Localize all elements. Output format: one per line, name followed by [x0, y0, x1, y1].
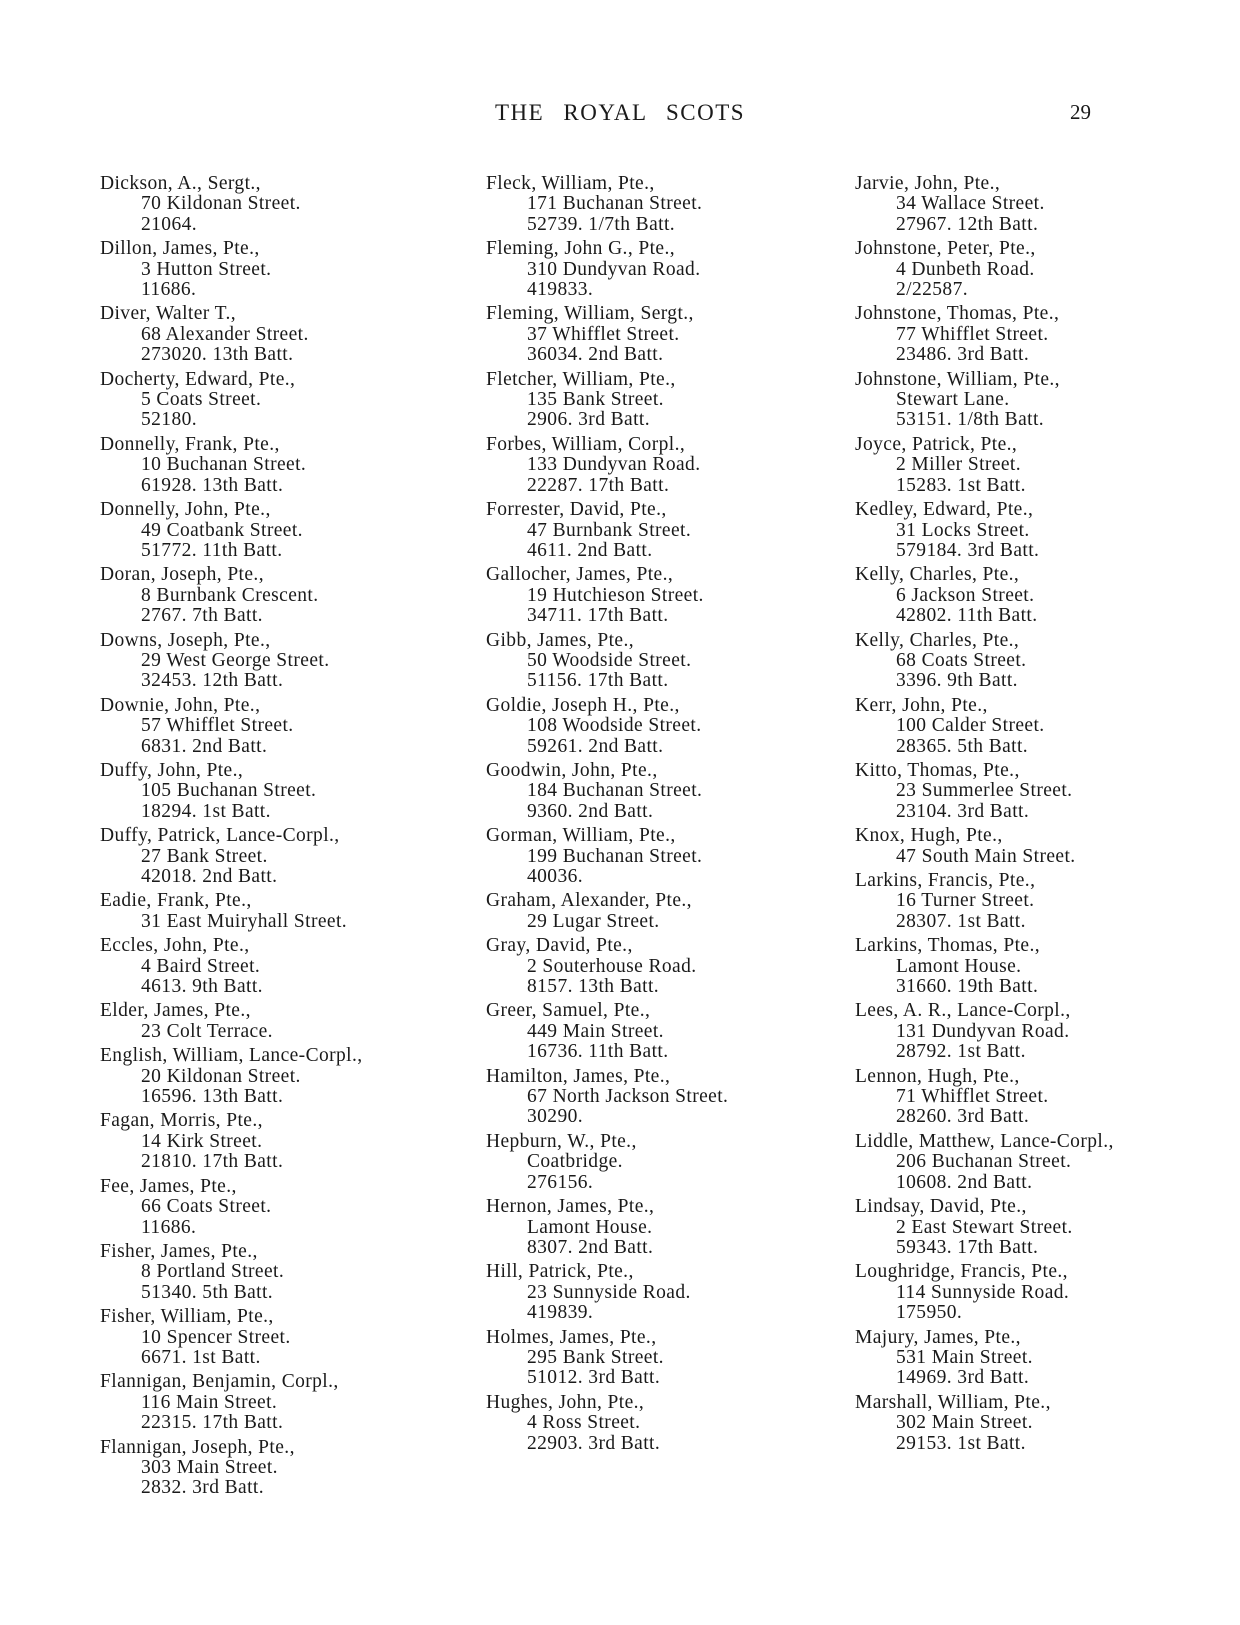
entry-address: 20 Kildonan Street.	[141, 1065, 301, 1087]
entry-detail: 31660. 19th Batt.	[896, 976, 1039, 998]
entry-address: 531 Main Street.	[896, 1346, 1033, 1368]
entry-name: Holmes, James, Pte.,	[486, 1326, 657, 1348]
entry-name: Hughes, John, Pte.,	[486, 1391, 645, 1413]
roll-entry	[486, 1001, 856, 1062]
entry-address: 29 Lugar Street.	[527, 910, 660, 932]
entry-detail: 8157. 13th Batt.	[527, 976, 660, 998]
entry-name: Kelly, Charles, Pte.,	[855, 564, 1020, 586]
entry-name: Donnelly, Frank, Pte.,	[100, 433, 280, 455]
roll-entry	[855, 871, 1225, 932]
entry-detail: 175950.	[896, 1302, 963, 1324]
entry-address: 23 Summerlee Street.	[896, 780, 1073, 802]
entry-address: 10 Spencer Street.	[141, 1326, 291, 1348]
roll-entry	[100, 761, 470, 822]
roll-entry	[486, 826, 856, 887]
entry-address: 2 East Stewart Street.	[896, 1216, 1073, 1238]
entry-detail: 419839.	[527, 1302, 594, 1324]
entry-name: Johnstone, William, Pte.,	[855, 368, 1060, 390]
roll-entry	[855, 500, 1225, 561]
entry-name: Kitto, Thomas, Pte.,	[855, 759, 1020, 781]
roll-entry	[100, 936, 470, 997]
roll-entry	[100, 1046, 470, 1107]
entry-name: Hepburn, W., Pte.,	[486, 1130, 637, 1152]
entry-address: 14 Kirk Street.	[141, 1130, 263, 1152]
entry-address: 302 Main Street.	[896, 1412, 1033, 1434]
entry-name: Eadie, Frank, Pte.,	[100, 890, 252, 912]
roll-entry	[486, 936, 856, 997]
entry-address: 100 Calder Street.	[896, 715, 1045, 737]
entry-address: 4 Dunbeth Road.	[896, 258, 1035, 280]
roll-entry	[486, 1328, 856, 1389]
entry-detail: 23486. 3rd Batt.	[896, 344, 1030, 366]
entry-detail: 30290.	[527, 1106, 584, 1128]
entry-name: Loughridge, Francis, Pte.,	[855, 1261, 1068, 1283]
entry-address: 5 Coats Street.	[141, 389, 262, 411]
entry-name: Eccles, John, Pte.,	[100, 935, 250, 957]
roll-column-3	[855, 174, 1225, 1458]
entry-detail: 6831. 2nd Batt.	[141, 735, 268, 757]
entry-detail: 16736. 11th Batt.	[527, 1041, 669, 1063]
entry-name: Fee, James, Pte.,	[100, 1175, 237, 1197]
entry-address: 310 Dundyvan Road.	[527, 258, 701, 280]
roll-entry	[100, 370, 470, 431]
entry-name: Fisher, William, Pte.,	[100, 1306, 274, 1328]
roll-entry	[855, 1001, 1225, 1062]
entry-name: Majury, James, Pte.,	[855, 1326, 1021, 1348]
roll-entry	[855, 696, 1225, 757]
entry-address: 206 Buchanan Street.	[896, 1151, 1072, 1173]
entry-address: 6 Jackson Street.	[896, 584, 1035, 606]
entry-name: Gibb, James, Pte.,	[486, 629, 635, 651]
entry-detail: 419833.	[527, 279, 594, 301]
entry-name: Jarvie, John, Pte.,	[855, 173, 1001, 194]
entry-address: 3 Hutton Street.	[141, 258, 272, 280]
entry-name: Donnelly, John, Pte.,	[100, 499, 271, 521]
roll-entry	[100, 500, 470, 561]
entry-address: 57 Whifflet Street.	[141, 715, 294, 737]
roll-entry	[100, 631, 470, 692]
entry-address: 23 Sunnyside Road.	[527, 1281, 691, 1303]
entry-name: Fletcher, William, Pte.,	[486, 368, 676, 390]
roll-column-1	[100, 174, 470, 1503]
entry-address: 114 Sunnyside Road.	[896, 1281, 1070, 1303]
entry-name: Larkins, Thomas, Pte.,	[855, 935, 1041, 957]
roll-entry	[100, 565, 470, 626]
roll-entry	[486, 631, 856, 692]
entry-address: 16 Turner Street.	[896, 890, 1035, 912]
entry-address: Stewart Lane.	[896, 389, 1010, 411]
entry-address: 184 Buchanan Street.	[527, 780, 703, 802]
entry-address: 23 Colt Terrace.	[141, 1020, 273, 1042]
roll-entry	[100, 304, 470, 365]
roll-entry	[855, 761, 1225, 822]
entry-detail: 10608. 2nd Batt.	[896, 1171, 1033, 1193]
entry-detail: 29153. 1st Batt.	[896, 1432, 1026, 1454]
entry-name: Johnstone, Thomas, Pte.,	[855, 303, 1060, 325]
entry-name: Gallocher, James, Pte.,	[486, 564, 674, 586]
roll-entry	[486, 500, 856, 561]
roll-entry	[855, 174, 1225, 235]
entry-detail: 23104. 3rd Batt.	[896, 800, 1030, 822]
entry-name: Marshall, William, Pte.,	[855, 1391, 1051, 1413]
entry-name: Doran, Joseph, Pte.,	[100, 564, 264, 586]
roll-entry	[100, 1177, 470, 1238]
entry-detail: 51156. 17th Batt.	[527, 670, 669, 692]
roll-entry	[855, 304, 1225, 365]
entry-name: Forrester, David, Pte.,	[486, 499, 667, 521]
entry-address: 47 Burnbank Street.	[527, 519, 692, 541]
entry-detail: 51340. 5th Batt.	[141, 1281, 274, 1303]
entry-address: 108 Woodside Street.	[527, 715, 702, 737]
entry-address: 49 Coatbank Street.	[141, 519, 303, 541]
entry-address: 116 Main Street.	[141, 1391, 278, 1413]
entry-detail: 28792. 1st Batt.	[896, 1041, 1026, 1063]
entry-address: 303 Main Street.	[141, 1456, 278, 1478]
roll-entry	[855, 565, 1225, 626]
entry-address: 133 Dundyvan Road.	[527, 454, 701, 476]
roll-entry	[855, 1197, 1225, 1258]
entry-detail: 27967. 12th Batt.	[896, 213, 1039, 235]
entry-detail: 22903. 3rd Batt.	[527, 1432, 661, 1454]
entry-detail: 52739. 1/7th Batt.	[527, 213, 676, 235]
roll-entry	[100, 174, 470, 235]
entry-detail: 21064.	[141, 213, 198, 235]
roll-entry	[100, 696, 470, 757]
entry-detail: 15283. 1st Batt.	[896, 474, 1026, 496]
entry-detail: 2906. 3rd Batt.	[527, 409, 650, 431]
entry-detail: 61928. 13th Batt.	[141, 474, 284, 496]
entry-address: 105 Buchanan Street.	[141, 780, 317, 802]
roll-entry	[486, 370, 856, 431]
roll-entry	[486, 1262, 856, 1323]
roll-entry	[100, 239, 470, 300]
entry-detail: 42802. 11th Batt.	[896, 605, 1038, 627]
roll-entry	[486, 565, 856, 626]
roll-entry	[855, 936, 1225, 997]
entry-detail: 8307. 2nd Batt.	[527, 1236, 654, 1258]
roll-entry	[855, 631, 1225, 692]
roll-entry	[100, 435, 470, 496]
roll-entry	[486, 174, 856, 235]
roll-entry	[100, 826, 470, 887]
roll-entry	[486, 239, 856, 300]
entry-address: 131 Dundyvan Road.	[896, 1020, 1070, 1042]
entry-name: Knox, Hugh, Pte.,	[855, 825, 1003, 847]
entry-address: 4 Baird Street.	[141, 955, 261, 977]
entry-address: Lamont House.	[527, 1216, 653, 1238]
entry-name: Flannigan, Joseph, Pte.,	[100, 1436, 295, 1458]
entry-name: Kerr, John, Pte.,	[855, 694, 988, 716]
entry-address: 4 Ross Street.	[527, 1412, 641, 1434]
entry-address: 2 Souterhouse Road.	[527, 955, 697, 977]
entry-detail: 22287. 17th Batt.	[527, 474, 670, 496]
entry-address: 8 Burnbank Crescent.	[141, 584, 319, 606]
entry-address: 50 Woodside Street.	[527, 649, 692, 671]
entry-name: Duffy, Patrick, Lance-Corpl.,	[100, 825, 340, 847]
entry-address: 67 North Jackson Street.	[527, 1086, 729, 1108]
entry-name: Elder, James, Pte.,	[100, 1000, 251, 1022]
entry-detail: 11686.	[141, 1216, 197, 1238]
entry-name: Kedley, Edward, Pte.,	[855, 499, 1034, 521]
entry-detail: 18294. 1st Batt.	[141, 800, 271, 822]
entry-name: Goodwin, John, Pte.,	[486, 759, 658, 781]
entry-name: Docherty, Edward, Pte.,	[100, 368, 296, 390]
entry-address: 8 Portland Street.	[141, 1261, 285, 1283]
entry-detail: 4611. 2nd Batt.	[527, 539, 653, 561]
roll-entry	[486, 1393, 856, 1454]
entry-detail: 40036.	[527, 866, 584, 887]
entry-name: Hill, Patrick, Pte.,	[486, 1261, 634, 1283]
entry-name: Gray, David, Pte.,	[486, 935, 633, 957]
entry-address: 66 Coats Street.	[141, 1196, 272, 1218]
roll-entry	[855, 1067, 1225, 1128]
roll-entry	[486, 761, 856, 822]
entry-name: Downie, John, Pte.,	[100, 694, 261, 716]
entry-address: 70 Kildonan Street.	[141, 193, 301, 215]
roll-entry	[100, 1372, 470, 1433]
entry-detail: 51772. 11th Batt.	[141, 539, 283, 561]
roll-entry	[855, 370, 1225, 431]
entry-address: 77 Whifflet Street.	[896, 323, 1049, 345]
entry-address: 31 Locks Street.	[896, 519, 1030, 541]
entry-address: 68 Coats Street.	[896, 649, 1027, 671]
entry-name: Hamilton, James, Pte.,	[486, 1065, 671, 1087]
roll-entry	[855, 1262, 1225, 1323]
roll-entry	[486, 304, 856, 365]
entry-detail: 59343. 17th Batt.	[896, 1236, 1039, 1258]
entry-detail: 42018. 2nd Batt.	[141, 866, 278, 887]
entry-detail: 4613. 9th Batt.	[141, 976, 263, 998]
entry-detail: 9360. 2nd Batt.	[527, 800, 654, 822]
entry-address: 2 Miller Street.	[896, 454, 1021, 476]
entry-detail: 6671. 1st Batt.	[141, 1346, 261, 1368]
roll-entry	[100, 1307, 470, 1368]
entry-detail: 53151. 1/8th Batt.	[896, 409, 1045, 431]
entry-name: Greer, Samuel, Pte.,	[486, 1000, 651, 1022]
entry-detail: 28307. 1st Batt.	[896, 910, 1026, 932]
page-title: THE ROYAL SCOTS	[494, 100, 746, 125]
roll-entry	[486, 891, 856, 932]
entry-name: Goldie, Joseph H., Pte.,	[486, 694, 680, 716]
entry-detail: 2/22587.	[896, 279, 968, 301]
entry-name: Kelly, Charles, Pte.,	[855, 629, 1020, 651]
entry-detail: 273020. 13th Batt.	[141, 344, 294, 366]
entry-name: Duffy, John, Pte.,	[100, 759, 244, 781]
entry-address: 10 Buchanan Street.	[141, 454, 307, 476]
page-header	[0, 100, 1240, 134]
entry-address: 171 Buchanan Street.	[527, 193, 703, 215]
entry-address: 449 Main Street.	[527, 1020, 664, 1042]
roll-entry	[855, 1328, 1225, 1389]
entry-detail: 2832. 3rd Batt.	[141, 1477, 264, 1499]
roll-entry	[100, 1438, 470, 1499]
entry-address: Lamont House.	[896, 955, 1022, 977]
entry-detail: 2767. 7th Batt.	[141, 605, 263, 627]
page-number: 29	[1070, 100, 1091, 124]
roll-entry	[100, 1111, 470, 1172]
roll-entry	[486, 696, 856, 757]
roll-entry	[486, 1197, 856, 1258]
entry-name: Gorman, William, Pte.,	[486, 825, 676, 847]
entry-name: Fleck, William, Pte.,	[486, 173, 655, 194]
entry-address: 71 Whifflet Street.	[896, 1086, 1049, 1108]
roll-entry	[855, 1132, 1225, 1193]
entry-detail: 579184. 3rd Batt.	[896, 539, 1040, 561]
entry-name: Lindsay, David, Pte.,	[855, 1196, 1027, 1218]
entry-detail: 51012. 3rd Batt.	[527, 1367, 661, 1389]
entry-name: English, William, Lance-Corpl.,	[100, 1045, 363, 1067]
entry-detail: 276156.	[527, 1171, 594, 1193]
entry-name: Lees, A. R., Lance-Corpl.,	[855, 1000, 1071, 1022]
roll-entry	[100, 1001, 470, 1042]
entry-address: 295 Bank Street.	[527, 1346, 664, 1368]
entry-address: 31 East Muiryhall Street.	[141, 910, 348, 932]
entry-address: 29 West George Street.	[141, 649, 330, 671]
entry-name: Fleming, William, Sergt.,	[486, 303, 694, 325]
entry-address: 34 Wallace Street.	[896, 193, 1045, 215]
entry-name: Flannigan, Benjamin, Corpl.,	[100, 1371, 339, 1393]
entry-address: 19 Hutchieson Street.	[527, 584, 704, 606]
entry-address: 135 Bank Street.	[527, 389, 664, 411]
entry-address: 199 Buchanan Street.	[527, 845, 703, 867]
entry-address: 37 Whifflet Street.	[527, 323, 680, 345]
entry-name: Johnstone, Peter, Pte.,	[855, 238, 1036, 260]
entry-name: Dickson, A., Sergt.,	[100, 173, 261, 194]
entry-address: 27 Bank Street.	[141, 845, 268, 867]
entry-detail: 28365. 5th Batt.	[896, 735, 1029, 757]
entry-name: Fagan, Morris, Pte.,	[100, 1110, 263, 1132]
roll-entry	[100, 891, 470, 932]
entry-name: Lennon, Hugh, Pte.,	[855, 1065, 1020, 1087]
entry-name: Fleming, John G., Pte.,	[486, 238, 676, 260]
entry-name: Hernon, James, Pte.,	[486, 1196, 655, 1218]
entry-address: 68 Alexander Street.	[141, 323, 309, 345]
entry-detail: 36034. 2nd Batt.	[527, 344, 664, 366]
entry-name: Diver, Walter T.,	[100, 303, 237, 325]
entry-address: Coatbridge.	[527, 1151, 623, 1173]
entry-detail: 14969. 3rd Batt.	[896, 1367, 1030, 1389]
entry-name: Downs, Joseph, Pte.,	[100, 629, 271, 651]
entry-detail: 52180.	[141, 409, 198, 431]
entry-name: Larkins, Francis, Pte.,	[855, 870, 1036, 891]
entry-name: Joyce, Patrick, Pte.,	[855, 433, 1018, 455]
entry-detail: 3396. 9th Batt.	[896, 670, 1018, 692]
roll-entry	[486, 1067, 856, 1128]
entry-name: Fisher, James, Pte.,	[100, 1240, 258, 1262]
entry-name: Graham, Alexander, Pte.,	[486, 890, 692, 912]
entry-detail: 11686.	[141, 279, 197, 301]
entry-name: Dillon, James, Pte.,	[100, 238, 260, 260]
entry-detail: 34711. 17th Batt.	[527, 605, 669, 627]
roll-entry	[100, 1242, 470, 1303]
roll-entry	[855, 239, 1225, 300]
entry-name: Forbes, William, Corpl.,	[486, 433, 686, 455]
entry-detail: 22315. 17th Batt.	[141, 1412, 284, 1434]
roll-entry	[855, 1393, 1225, 1454]
roll-entry	[486, 435, 856, 496]
roll-entry	[855, 435, 1225, 496]
roll-column-2	[486, 174, 856, 1458]
roll-entry	[486, 1132, 856, 1193]
entry-detail: 32453. 12th Batt.	[141, 670, 284, 692]
entry-detail: 28260. 3rd Batt.	[896, 1106, 1030, 1128]
entry-detail: 21810. 17th Batt.	[141, 1151, 284, 1173]
entry-address: 47 South Main Street.	[896, 845, 1076, 867]
entry-name: Liddle, Matthew, Lance-Corpl.,	[855, 1130, 1114, 1152]
roll-entry	[855, 826, 1225, 867]
entry-detail: 59261. 2nd Batt.	[527, 735, 664, 757]
entry-detail: 16596. 13th Batt.	[141, 1086, 284, 1108]
